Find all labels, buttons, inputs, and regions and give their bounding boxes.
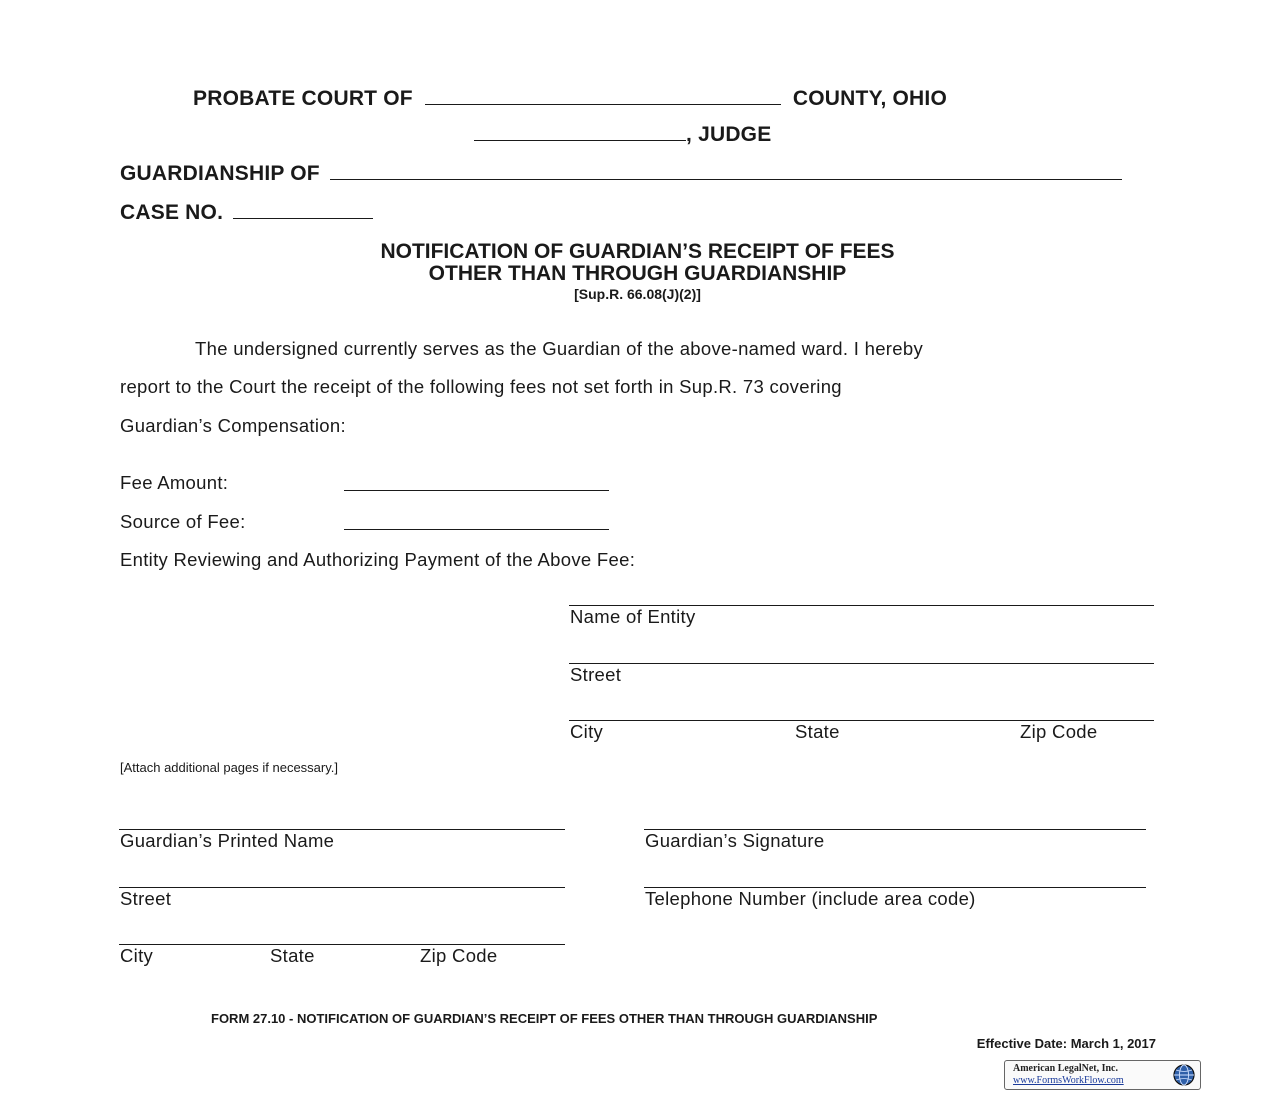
judge-label: , JUDGE xyxy=(686,123,772,146)
form-title-line1: NOTIFICATION OF GUARDIAN’S RECEIPT OF FEES xyxy=(380,240,895,263)
fee-amount-label: Fee Amount: xyxy=(120,472,229,493)
guardian-street-label: Street xyxy=(120,888,172,909)
fee-amount-blank[interactable] xyxy=(344,490,609,491)
guardian-city-label: City xyxy=(120,945,154,966)
guardian-zip-label: Zip Code xyxy=(420,945,498,966)
footer-effective-date: Effective Date: March 1, 2017 xyxy=(976,1036,1156,1051)
logo-company-name: American LegalNet, Inc. xyxy=(1013,1063,1118,1074)
guardian-telephone-label: Telephone Number (include area code) xyxy=(645,888,976,909)
footer-form-title: FORM 27.10 - NOTIFICATION OF GUARDIAN’S RECEIPT OF FEES OTHER THAN THROUGH GUARDIANSHIP xyxy=(211,1011,878,1026)
case-number-blank[interactable] xyxy=(233,200,373,219)
ward-name-blank[interactable] xyxy=(330,161,1122,180)
judge-line xyxy=(474,122,771,147)
guardianship-line xyxy=(120,161,1122,186)
entity-city-label: City xyxy=(570,721,604,742)
source-of-fee-label: Source of Fee: xyxy=(120,511,246,532)
source-of-fee-blank[interactable] xyxy=(344,529,609,530)
form-title-line2: OTHER THAN THROUGH GUARDIANSHIP xyxy=(428,262,847,285)
body-line-1: The undersigned currently serves as the Guardian of the above-named ward. I hereby xyxy=(195,338,923,359)
globe-icon xyxy=(1172,1063,1196,1087)
logo-url-link[interactable]: www.FormsWorkFlow.com xyxy=(1013,1075,1124,1086)
guardian-state-label: State xyxy=(270,945,315,966)
body-line-3: Guardian’s Compensation: xyxy=(120,415,346,436)
publisher-logo[interactable] xyxy=(1004,1060,1201,1090)
entity-heading: Entity Reviewing and Authorizing Payment of the Above Fee: xyxy=(120,549,636,570)
guardian-city-state-zip-blank[interactable] xyxy=(119,944,565,945)
county-blank[interactable] xyxy=(425,86,781,105)
guardian-printed-name-label: Guardian’s Printed Name xyxy=(120,830,335,851)
judge-blank[interactable] xyxy=(474,122,686,141)
entity-zip-label: Zip Code xyxy=(1020,721,1098,742)
body-line-2: report to the Court the receipt of the following fees not set forth in Sup.R. 73 covering xyxy=(120,376,842,397)
entity-street-blank[interactable] xyxy=(569,663,1154,664)
entity-street-label: Street xyxy=(570,664,622,685)
guardianship-label: GUARDIANSHIP OF xyxy=(120,162,320,185)
entity-state-label: State xyxy=(795,721,840,742)
court-prefix: PROBATE COURT OF xyxy=(193,87,413,110)
case-number-line xyxy=(120,200,373,225)
guardian-signature-label: Guardian’s Signature xyxy=(645,830,825,851)
rule-reference: [Sup.R. 66.08(J)(2)] xyxy=(574,286,701,302)
guardian-street-blank[interactable] xyxy=(119,887,565,888)
attach-note: [Attach additional pages if necessary.] xyxy=(120,760,338,775)
court-suffix: COUNTY, OHIO xyxy=(792,87,947,110)
entity-name-label: Name of Entity xyxy=(570,606,696,627)
court-name-line xyxy=(193,86,947,111)
case-label: CASE NO. xyxy=(120,201,224,224)
